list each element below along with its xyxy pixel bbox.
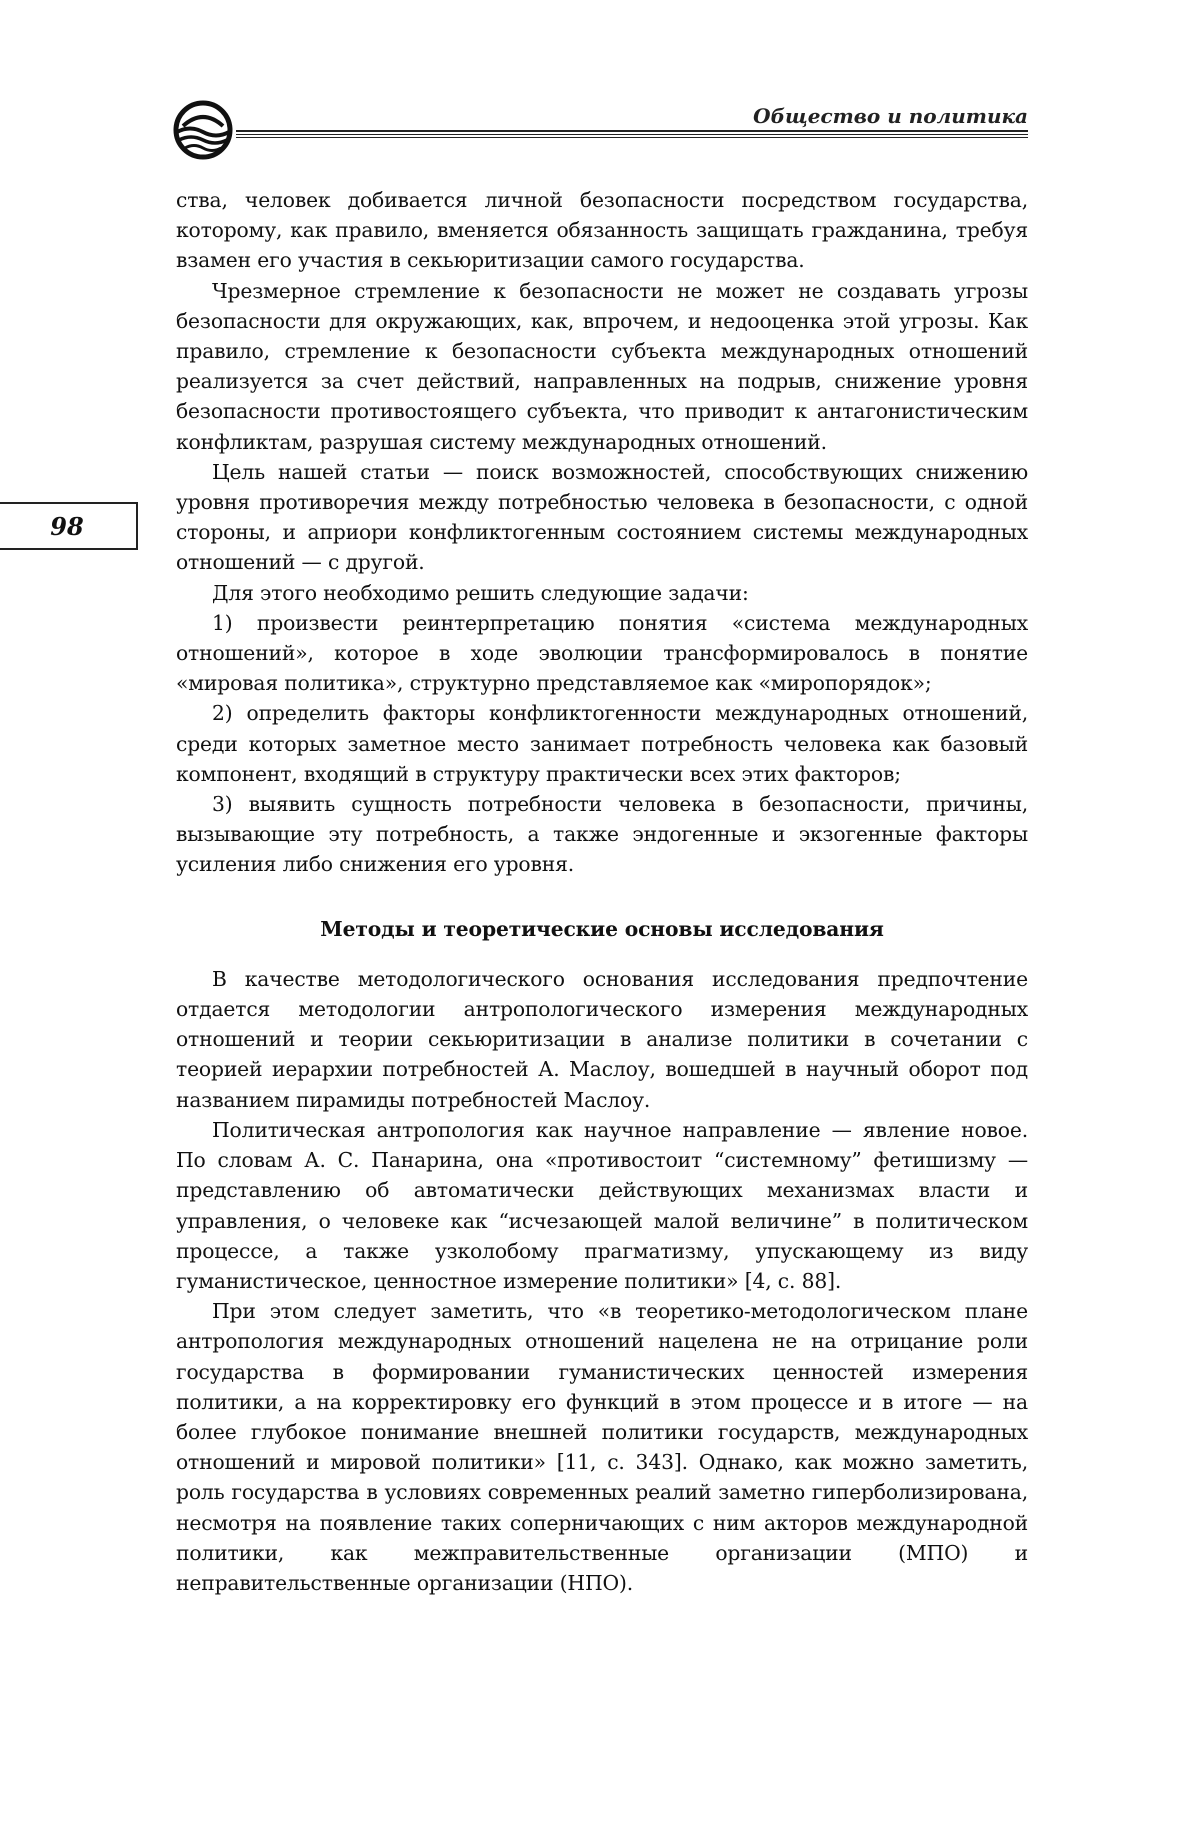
section-heading: Методы и теоретические основы исследования [320,916,884,941]
header-rule [236,137,1028,138]
paragraph: Политическая антропология как научное направление — явление новое. По словам А. С. Панарина, она «противостоит “системному” фетишизму — представлению об автоматически действующих механизмах власти и управления, о человеке как “исчезающей малой величине” в политическом процессе, а также узколобому прагматизму, упускающему из виду гуманистическое, ценностное измерение политики» [4, с. 88]. [176,1117,1028,1293]
paragraph: В качестве методологического основания исследования предпочтение отдается методологии антропологического измерения международных отношений и теории секьюритизации в анализе политики в сочетании с теорией иерархии потребностей А. Маслоу, вошедшей в научный оборот под названием пирамиды потребностей Маслоу. [176,966,1028,1112]
header-rule [236,130,1028,132]
article-body [176,185,1028,1598]
task-item-1: 1) произвести реинтерпретацию понятия «система международных отношений», которое в ходе эволюции трансформировалось в понятие «мировая политика», структурно представляемое как «миропорядок»; [176,610,1028,696]
journal-logo-icon [173,100,233,160]
paragraph: ства, человек добивается личной безопасности посредством государства, которому, как правило, вменяется обязанность защищать гражданина, требуя взамен его участия в секьюритизации самого государства. [176,188,1028,273]
paragraph: При этом следует заметить, что «в теоретико-методологическом плане антропология международных отношений нацелена не на отрицание роли государства в формировании гуманистических ценностей измерения политики, а на корректировку его функций в этом процессе и в итоге — на более глубокое понимание внешней политики государств, международных отношений и мировой политики» [11, с. 343]. Однако, как можно заметить, роль государства в условиях современных реалий заметно гиперболизирована, несмотря на появление таких соперничающих с ним акторов международной политики, как межправительственные организации (МПО) и неправительственные организации (НПО). [176,1299,1028,1595]
running-header-title: Общество и политика [753,104,1028,128]
paragraph: Чрезмерное стремление к безопасности не может не создавать угрозы безопасности для окружающих, как, впрочем, и недооценка этой угрозы. Как правило, стремление к безопасности субъекта международных отношений реализуется за счет действий, направленных на подрыв, снижение уровня безопасности противостоящего субъекта, что приводит к антагонистическим конфликтам, разрушая систему международных отношений. [176,278,1028,454]
page-number-tab [0,502,138,550]
paragraph: Цель нашей статьи — поиск возможностей, способствующих снижению уровня противоречия между потребностью человека в безопасности, с одной стороны, и априори конфликтогенным состоянием системы международных отношений — с другой. [176,459,1028,575]
task-item-2: 2) определить факторы конфликтогенности международных отношений, среди которых заметное место занимает потребность человека как базовый компонент, входящий в структуру практически всех этих факторов; [176,701,1028,786]
header-rule [236,134,1028,135]
paragraph: Для этого необходимо решить следующие задачи: [212,580,749,605]
page-number: 98 [50,511,84,541]
task-item-3: 3) выявить сущность потребности человека в безопасности, причины, вызывающие эту потребность, а также эндогенные и экзогенные факторы усиления либо снижения его уровня. [176,792,1028,877]
